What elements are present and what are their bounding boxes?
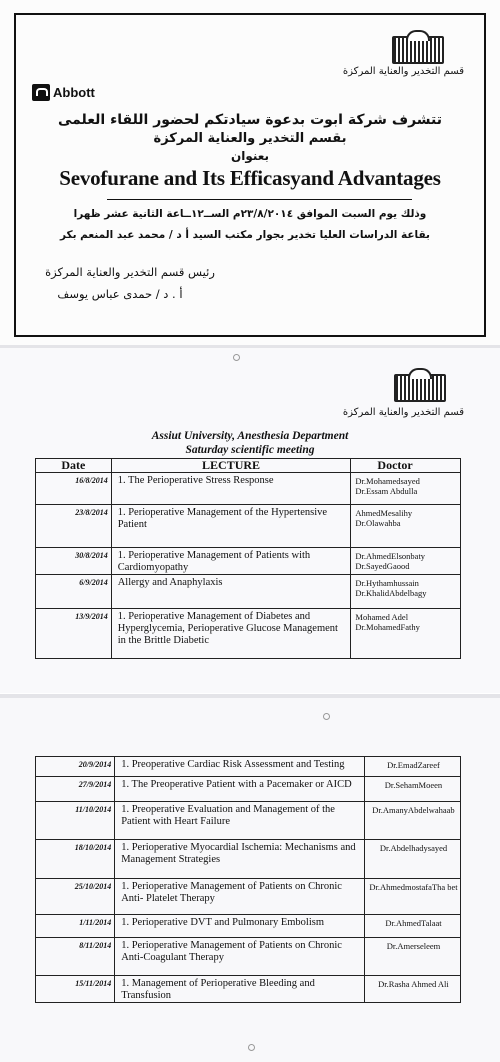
row-lecture: 1. Perioperative DVT and Pulmonary Embolism [115, 915, 365, 938]
row-lecture: 1. Preoperative Cardiac Risk Assessment and Testing [115, 757, 365, 777]
row-doctor: Dr.EmadZareef [364, 757, 460, 777]
row-date: 23/8/2014 [36, 505, 112, 548]
table-row [36, 802, 461, 840]
doctor-line: Dr.SayedGaood [355, 561, 410, 571]
col-doctor-header: Doctor [351, 459, 461, 473]
dept-name-arabic: قسم التخدير والعناية المركزة [342, 66, 464, 77]
row-lecture: 1. The Perioperative Stress Response [111, 473, 351, 505]
table-row [36, 473, 461, 505]
table-row [36, 879, 461, 915]
row-lecture: 1. Perioperative Management of Patients with Cardiomyopathy [111, 548, 351, 575]
row-date: 25/10/2014 [36, 879, 115, 915]
row-doctor: Dr.AmanyAbdelwahaab [364, 802, 460, 840]
schedule-page-1 [0, 348, 500, 693]
row-doctor [351, 473, 461, 505]
invite-line-1: تتشرف شركة ابوت بدعوة سيادتكم لحضور اللقاء العلمى [57, 112, 443, 128]
row-doctor: Dr.Amerseleem [364, 938, 460, 976]
invite-line-2: بقسم التخدير والعناية المركزة [153, 131, 347, 146]
row-lecture: 1. Perioperative Myocardial Ischemia: Mechanisms and Management Strategies [115, 840, 365, 879]
row-date: 16/8/2014 [36, 473, 112, 505]
schedule-heading: Assiut University, Anesthesia Department [151, 430, 349, 442]
row-doctor: Dr.Rasha Ahmed Ali [364, 976, 460, 1003]
doctor-line: Mohamed Adel [355, 612, 409, 622]
venue-line: بقاعة الدراسات العليا تخدير بجوار مكتب السيد أ د / محمد عبد المنعم بكر [59, 229, 430, 241]
doctor-line: Dr.Hythamhussain [355, 578, 419, 588]
row-date: 8/11/2014 [36, 938, 115, 976]
doctor-line: AhmedMesalihy [355, 508, 413, 518]
row-doctor: Dr.AhmedmostafaTha bet [364, 879, 460, 915]
invitation-page [0, 0, 500, 345]
schedule-table-1 [35, 458, 461, 659]
col-date-header: Date [36, 459, 112, 473]
abbott-mark-icon [32, 84, 50, 101]
row-lecture: Allergy and Anaphylaxis [111, 575, 351, 609]
row-date: 18/10/2014 [36, 840, 115, 879]
doctor-line: Dr.Mohamedsayed [355, 476, 420, 486]
table-row [36, 938, 461, 976]
punch-hole-mark [233, 354, 240, 361]
row-lecture: 1. Perioperative Management of Patients on Chronic Anti-Coagulant Therapy [115, 938, 365, 976]
row-date: 1/11/2014 [36, 915, 115, 938]
row-lecture: 1. Preoperative Evaluation and Management of the Patient with Heart Failure [115, 802, 365, 840]
table-row [36, 575, 461, 609]
row-doctor: Dr.AhmedTalaat [364, 915, 460, 938]
table-row [36, 505, 461, 548]
row-date: 27/9/2014 [36, 777, 115, 802]
row-doctor: Dr.SehamMoeen [364, 777, 460, 802]
schedule-table-2 [35, 756, 461, 1003]
row-lecture: 1. Perioperative Management of the Hypertensive Patient [111, 505, 351, 548]
row-lecture: 1. The Preoperative Patient with a Pacemaker or AICD [115, 777, 365, 802]
punch-hole-mark [248, 1044, 255, 1051]
table-row [36, 976, 461, 1003]
table-header-row [36, 459, 461, 473]
row-doctor [351, 505, 461, 548]
row-doctor [351, 575, 461, 609]
abbott-logo [32, 84, 95, 101]
table-row [36, 609, 461, 659]
signature-name: أ . د / حمدى عباس يوسف [57, 287, 183, 301]
invite-line-3: بعنوان [230, 149, 270, 163]
doctor-line: Dr.Olawahba [355, 518, 401, 528]
table-row [36, 915, 461, 938]
row-doctor [351, 548, 461, 575]
lecture-title: Sevofurane and Its Efficasyand Advantages [59, 166, 441, 190]
row-doctor: Dr.Abdelhadysayed [364, 840, 460, 879]
row-lecture: 1. Perioperative Management of Patients on Chronic Anti- Platelet Therapy [115, 879, 365, 915]
signature-title: رئيس قسم التخدير والعناية المركزة [45, 265, 215, 279]
col-lecture-header: LECTURE [111, 459, 351, 473]
table-row [36, 757, 461, 777]
schedule-subheading: Saturday scientific meeting [185, 444, 315, 456]
table-row [36, 777, 461, 802]
university-logo [392, 36, 444, 64]
dept-name-arabic: قسم التخدير والعناية المركزة [342, 407, 464, 418]
title-divider [107, 199, 412, 200]
row-date: 20/9/2014 [36, 757, 115, 777]
doctor-line: Dr.KhalidAbdelbagy [355, 588, 427, 598]
row-date: 15/11/2014 [36, 976, 115, 1003]
row-doctor [351, 609, 461, 659]
date-line: وذلك يوم السبت الموافق ٢٣/٨/٢٠١٤م الســ١٢ــاعة الثانية عشر ظهرا [73, 208, 427, 220]
doctor-line: Dr.Essam Abdulla [355, 486, 418, 496]
row-date: 30/8/2014 [36, 548, 112, 575]
doctor-line: Dr.MohamedFathy [355, 622, 420, 632]
doctor-line: Dr.AhmedElsonbaty [355, 551, 426, 561]
row-lecture: 1. Management of Perioperative Bleeding and Transfusion [115, 976, 365, 1003]
abbott-logo-text: Abbott [53, 85, 95, 100]
university-logo [394, 374, 446, 402]
punch-hole-mark [323, 713, 330, 720]
table-row [36, 548, 461, 575]
row-date: 13/9/2014 [36, 609, 112, 659]
row-date: 6/9/2014 [36, 575, 112, 609]
row-lecture: 1. Perioperative Management of Diabetes and Hyperglycemia, Perioperative Glucose Management in the Brittle Diabetic [111, 609, 351, 659]
schedule-page-2 [0, 698, 500, 1062]
row-date: 11/10/2014 [36, 802, 115, 840]
table-row [36, 840, 461, 879]
